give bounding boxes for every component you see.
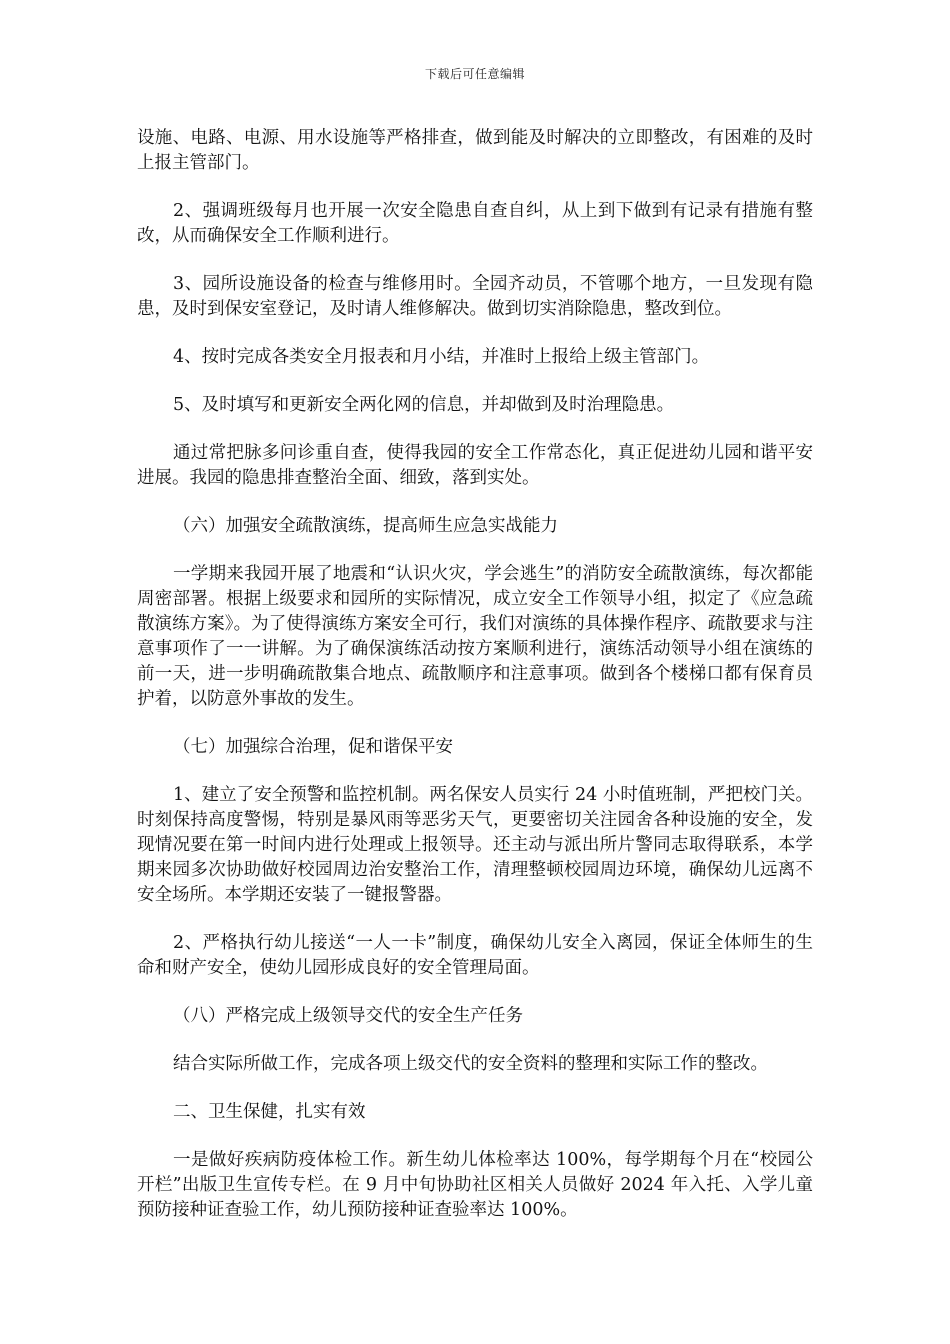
paragraph-continuation: 设施、电路、电源、用水设施等严格排查，做到能及时解决的立即整改，有困难的及时上报主管部门。 xyxy=(137,128,813,173)
section-heading-health: 二、卫生保健，扎实有效 xyxy=(173,1102,366,1122)
section-heading-6: （六）加强安全疏散演练，提高师生应急实战能力 xyxy=(173,516,558,536)
paragraph-summary: 通过常把脉多问诊重自查，使得我园的安全工作常态化，真正促进幼儿园和谐平安进展。我园的隐患排查整治全面、细致，落到实处。 xyxy=(137,443,813,488)
paragraph-item-5: 5、及时填写和更新安全两化网的信息，并却做到及时治理隐患。 xyxy=(173,395,675,415)
document-body xyxy=(137,126,813,1223)
paragraph-item-2: 2、强调班级每月也开展一次安全隐患自查自纠，从上到下做到有记录有措施有整改，从而确保安全工作顺利进行。 xyxy=(137,201,813,246)
section-heading-8: （八）严格完成上级领导交代的安全生产任务 xyxy=(173,1006,523,1026)
section-heading-7: （七）加强综合治理，促和谐保平安 xyxy=(173,737,453,757)
paragraph-security-item-2: 2、严格执行幼儿接送“一人一卡”制度，确保幼儿安全入离园，保证全体师生的生命和财产安全，使幼儿园形成良好的安全管理局面。 xyxy=(137,933,813,978)
paragraph-item-4: 4、按时完成各类安全月报表和月小结，并准时上报给上级主管部门。 xyxy=(173,347,710,367)
paragraph-evacuation-drill: 一学期来我园开展了地震和“认识火灾，学会逃生”的消防安全疏散演练，每次都能周密部署。根据上级要求和园所的实际情况，成立安全工作领导小组，拟定了《应急疏散演练方案》。为了使得演练方案安全可行，我们对演练的具体操作程序、疏散要求与注意事项作了一一讲解。为了确保演练活动按方案顺利进行，演练活动领导小组在演练的前一天，进一步明确疏散集合地点、疏散顺序和注意事项。做到各个楼梯口都有保育员护着，以防意外事故的发生。 xyxy=(137,564,813,709)
header-note: 下载后可任意编辑 xyxy=(424,67,525,81)
paragraph-tasks: 结合实际所做工作，完成各项上级交代的安全资料的整理和实际工作的整改。 xyxy=(173,1054,768,1074)
paragraph-item-3: 3、园所设施设备的检查与维修用时。全园齐动员，不管哪个地方，一旦发现有隐患，及时到保安室登记，及时请人维修解决。做到切实消除隐患，整改到位。 xyxy=(137,274,813,319)
paragraph-health-checkup: 一是做好疾病防疫体检工作。新生幼儿体检率达 100%，每学期每个月在“校园公开栏”出版卫生宣传专栏。在 9 月中旬协助社区相关人员做好 2024 年入托、入学儿童预防接种证查验工作，幼儿预防接种证查验率达 100%。 xyxy=(137,1150,813,1220)
paragraph-security-item-1: 1、建立了安全预警和监控机制。两名保安人员实行 24 小时值班制，严把校门关。时刻保持高度警惕，特别是暴风雨等恶劣天气，更要密切关注园舍各种设施的安全，发现情况要在第一时间内进行处理或上报领导。还主动与派出所片警同志取得联系，本学期来园多次协助做好校园周边治安整治工作，清理整顿校园周边环境，确保幼儿远离不安全场所。本学期还安装了一键报警器。 xyxy=(137,785,813,905)
